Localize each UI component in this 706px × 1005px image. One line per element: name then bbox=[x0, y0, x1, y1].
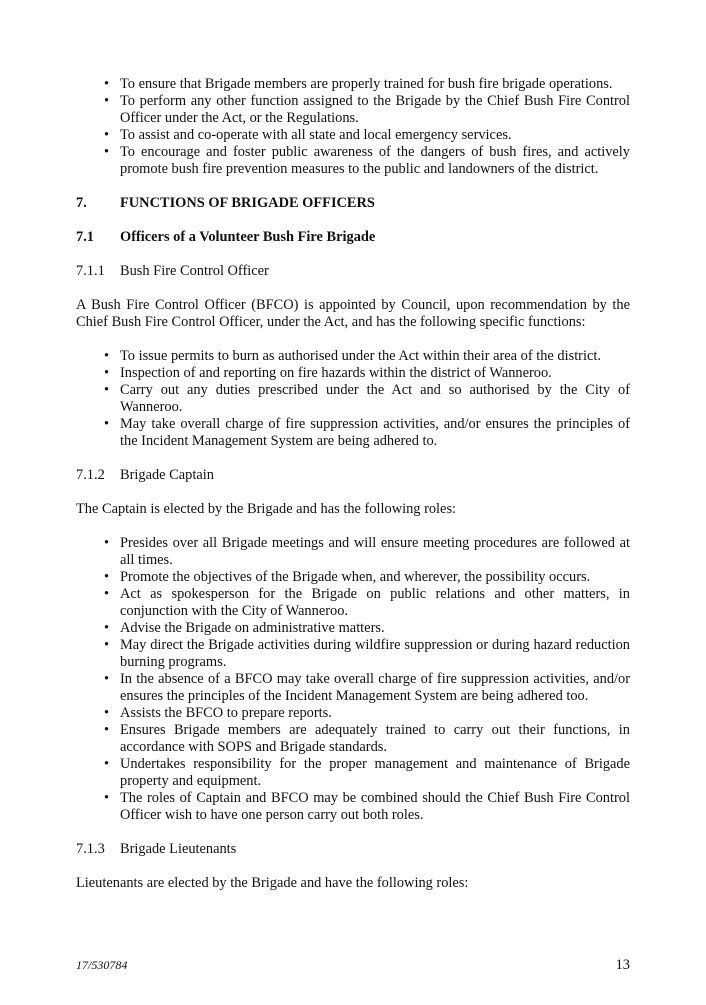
bullet-list-bfco bbox=[76, 348, 630, 450]
list-item: • Promote the objectives of the Brigade when, and wherever, the possibility occurs. bbox=[76, 569, 630, 586]
list-item: • To perform any other function assigned to the Brigade by the Chief Bush Fire Control Officer under the Act, or the Regulations. bbox=[76, 93, 630, 127]
section-number: 7.1.2 bbox=[76, 467, 105, 483]
list-item: • Act as spokesperson for the Brigade on public relations and other matters, in conjunction with the City of Wanneroo. bbox=[76, 586, 630, 620]
list-item: • Inspection of and reporting on fire hazards within the district of Wanneroo. bbox=[76, 365, 630, 382]
list-item: • May direct the Brigade activities during wildfire suppression or during hazard reduction burning programs. bbox=[76, 637, 630, 671]
list-item: • The roles of Captain and BFCO may be combined should the Chief Bush Fire Control Officer wish to have one person carry out both roles. bbox=[76, 790, 630, 824]
list-item: • Undertakes responsibility for the proper management and maintenance of Brigade property and equipment. bbox=[76, 756, 630, 790]
section-number: 7.1.3 bbox=[76, 841, 105, 857]
section-number: 7. bbox=[76, 195, 87, 211]
section-7-1-3-intro: Lieutenants are elected by the Brigade and have the following roles: bbox=[76, 875, 469, 891]
list-item: • Ensures Brigade members are adequately trained to carry out their functions, in accordance with SOPS and Brigade standards. bbox=[76, 722, 630, 756]
section-title: Brigade Lieutenants bbox=[120, 841, 237, 857]
section-7-1-2-intro: The Captain is elected by the Brigade and has the following roles: bbox=[76, 501, 457, 517]
section-7-heading bbox=[76, 195, 630, 212]
bullet-list-captain bbox=[76, 535, 630, 824]
section-7-1-1-intro: A Bush Fire Control Officer (BFCO) is appointed by Council, upon recommendation by the Chief Bush Fire Control Officer, under the Act, and has the following specific functions: bbox=[76, 297, 630, 330]
document-reference: 17/530784 bbox=[76, 958, 128, 972]
list-item: • To encourage and foster public awareness of the dangers of bush fires, and actively promote bush fire prevention measures to the public and landowners of the district. bbox=[76, 144, 630, 178]
page-number: 13 bbox=[615, 957, 630, 973]
list-item: • May take overall charge of fire suppression activities, and/or ensures the principles of the Incident Management System are being adhered to. bbox=[76, 416, 630, 450]
list-item: • Assists the BFCO to prepare reports. bbox=[76, 705, 630, 722]
section-title: Bush Fire Control Officer bbox=[120, 263, 269, 279]
section-7-1-1-heading bbox=[76, 263, 630, 280]
section-7-1-3-heading bbox=[76, 841, 630, 858]
section-title: Officers of a Volunteer Bush Fire Brigade bbox=[120, 229, 376, 245]
bullet-list-top bbox=[76, 76, 630, 178]
section-number: 7.1.1 bbox=[76, 263, 105, 279]
list-item: • Advise the Brigade on administrative matters. bbox=[76, 620, 630, 637]
list-item: • To issue permits to burn as authorised under the Act within their area of the district. bbox=[76, 348, 630, 365]
page-content bbox=[76, 76, 630, 892]
section-7-1-2-heading bbox=[76, 467, 630, 484]
list-item: • Carry out any duties prescribed under the Act and so authorised by the City of Wanneroo. bbox=[76, 382, 630, 416]
section-7-1-heading bbox=[76, 229, 630, 246]
list-item: • In the absence of a BFCO may take overall charge of fire suppression activities, and/or ensures the principles of the Incident Management System are being adhered too. bbox=[76, 671, 630, 705]
section-number: 7.1 bbox=[76, 229, 94, 245]
list-item: • To ensure that Brigade members are properly trained for bush fire brigade operations. bbox=[76, 76, 630, 93]
section-title: FUNCTIONS OF BRIGADE OFFICERS bbox=[120, 195, 375, 211]
list-item: • Presides over all Brigade meetings and will ensure meeting procedures are followed at all times. bbox=[76, 535, 630, 569]
section-title: Brigade Captain bbox=[120, 467, 214, 483]
list-item: • To assist and co-operate with all state and local emergency services. bbox=[76, 127, 630, 144]
